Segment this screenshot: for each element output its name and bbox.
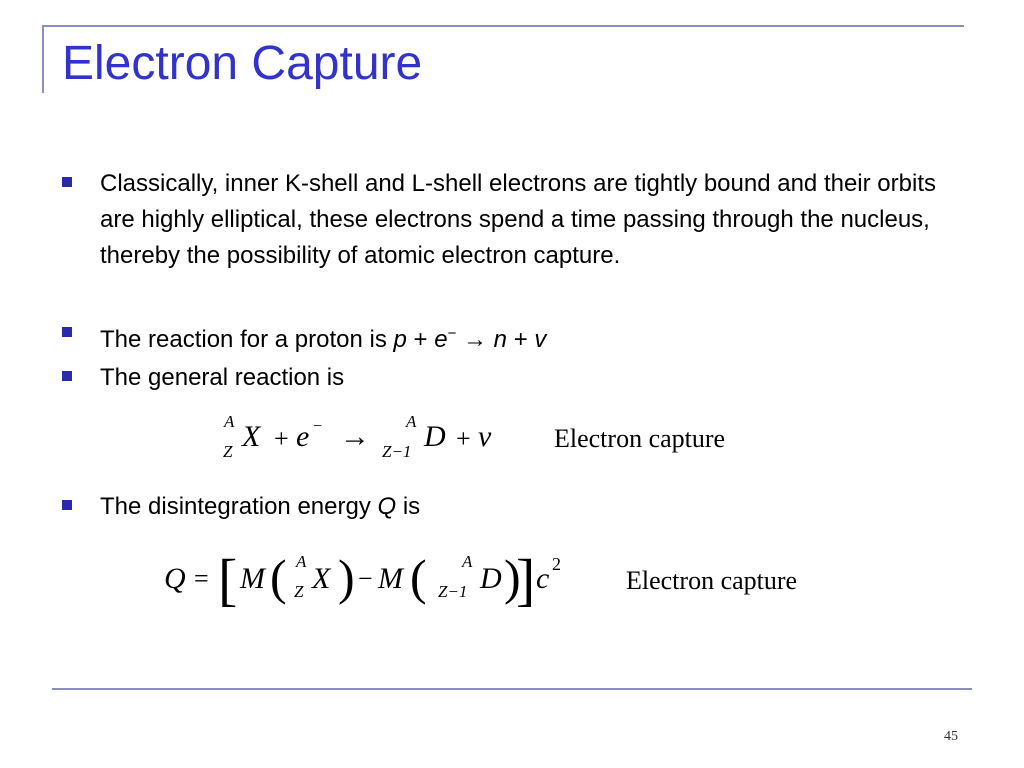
mass-number: A [406, 412, 417, 431]
plus-sign: + [274, 424, 289, 453]
neutrino-symbol: ν [478, 420, 492, 453]
bullet-prefix: The reaction for a proton is [100, 326, 394, 353]
electron-charge: − [313, 418, 323, 435]
atomic-number: Z−1 [438, 582, 468, 601]
exponent: 2 [552, 554, 561, 574]
title-rule-top [42, 25, 964, 27]
left-paren: ( [410, 549, 427, 605]
equals-sign: = [194, 564, 209, 593]
atomic-number: Z [223, 442, 233, 461]
atomic-number: Z [294, 582, 304, 601]
electron-charge: − [447, 325, 457, 342]
mass-number: A [462, 552, 473, 571]
mass-number: A [296, 552, 307, 571]
bullet-text [100, 316, 950, 358]
footer-rule [52, 688, 972, 690]
atomic-number: Z−1 [382, 442, 412, 461]
bullet-text: The general reaction is [100, 364, 345, 391]
reaction-equation [220, 412, 780, 468]
daughter-nucleus: D [480, 562, 502, 595]
daughter-nucleus: D [424, 420, 446, 453]
bullet-text [100, 489, 950, 525]
equation-label: Electron capture [626, 566, 798, 595]
speed-of-light: c [536, 562, 550, 595]
q-value-equation [160, 547, 860, 622]
square-bullet-icon [62, 500, 72, 510]
electron-symbol: e [434, 326, 448, 353]
square-bullet-icon [62, 327, 72, 337]
title-rule-vertical [42, 25, 44, 93]
right-paren: ) [504, 549, 521, 605]
parent-nucleus: X [242, 420, 261, 453]
square-bullet-icon [62, 177, 72, 187]
reaction-arrow: → [340, 420, 370, 453]
right-bracket: ] [516, 547, 536, 612]
electron-symbol: e [296, 420, 310, 453]
parent-nucleus: X [312, 562, 331, 595]
energy-variable: Q [164, 562, 186, 595]
neutrino-symbol: v [534, 326, 547, 353]
square-bullet-icon [62, 371, 72, 381]
page-number: 45 [944, 729, 958, 744]
plus-sign: + [456, 424, 471, 453]
neutron-symbol: n [493, 326, 508, 353]
bullet-prefix: The disintegration energy [100, 493, 378, 520]
minus-sign: − [358, 564, 373, 593]
mass-function: M [378, 562, 403, 595]
bullet-text: Classically, inner K-shell and L-shell electrons are tightly bound and their orbits are highly elliptical, these electrons spend a time passing through the nucleus, thereby the possibility of atomic electron capture. [100, 170, 936, 269]
slide-title: Electron Capture [62, 37, 423, 90]
left-paren: ( [270, 549, 287, 605]
equation-label: Electron capture [554, 424, 726, 453]
left-bracket: [ [218, 547, 238, 612]
mass-number: A [224, 412, 235, 431]
reaction-arrow: → [456, 326, 494, 353]
proton-symbol: p [393, 326, 407, 353]
energy-variable: Q [377, 493, 397, 520]
plus-sign: + [406, 326, 435, 353]
mass-function: M [240, 562, 265, 595]
right-paren: ) [338, 549, 355, 605]
bullet-suffix: is [396, 493, 421, 520]
plus-sign: + [507, 326, 535, 353]
